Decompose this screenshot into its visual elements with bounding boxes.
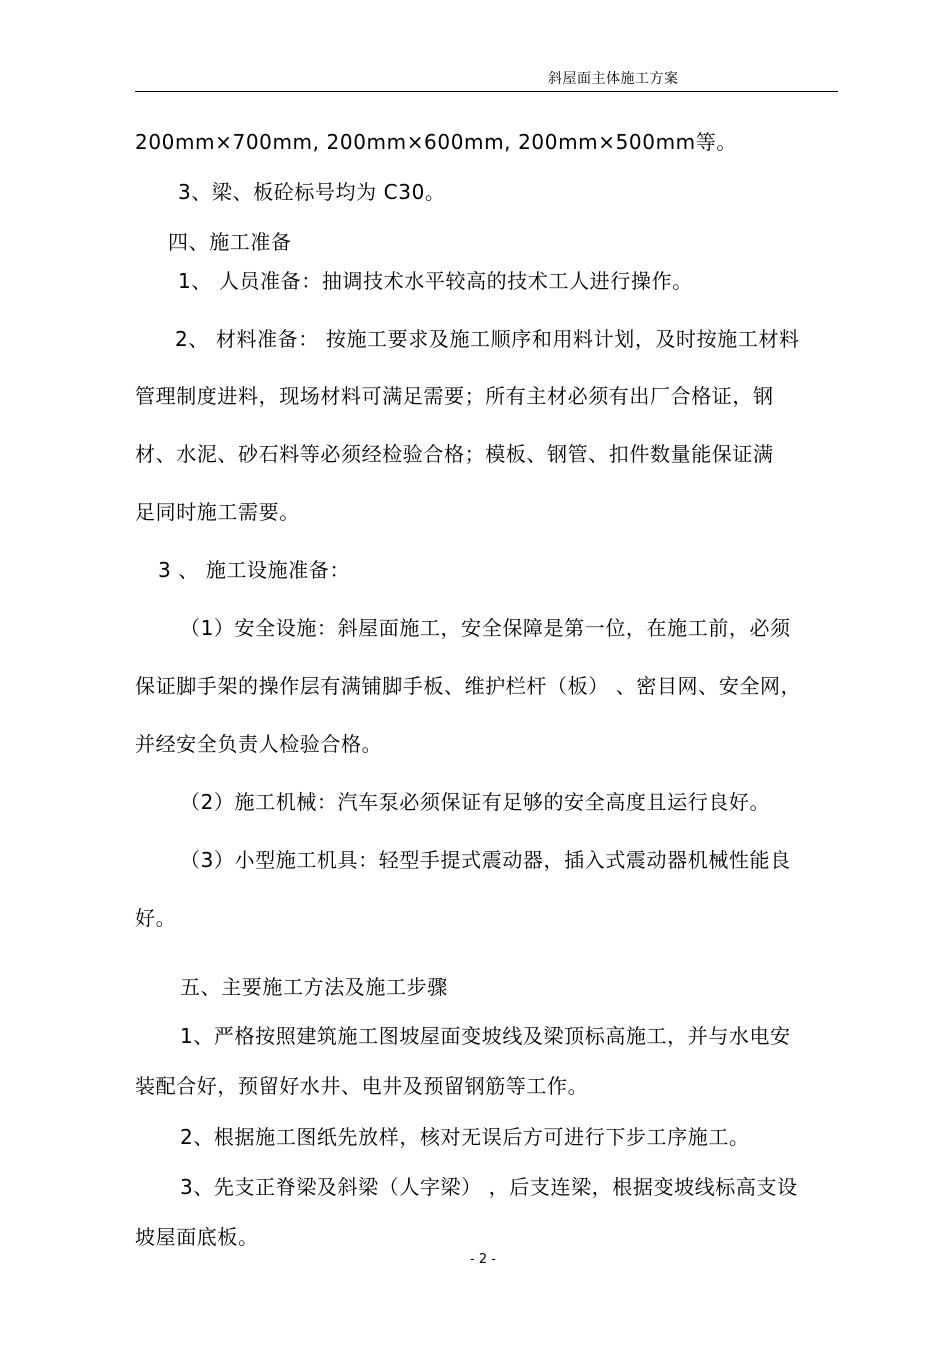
text-line: （3）小型施工机具：轻型手提式震动器，插入式震动器机械性能良 — [180, 848, 791, 872]
page-number: - 2 - — [470, 1252, 496, 1267]
text-line: 3、先支正脊梁及斜梁（人字梁） ，后支连梁，根据变坡线标高支设 — [180, 1175, 798, 1199]
section-heading: 四、施工准备 — [168, 230, 292, 254]
text-line: 2、 材料准备： 按施工要求及施工顺序和用料计划，及时按施工材料 — [175, 327, 800, 351]
text-line: 好。 — [135, 906, 177, 930]
text-line: 1、 人员准备：抽调技术水平较高的技术工人进行操作。 — [178, 269, 693, 293]
text-line: 材、水泥、砂石料等必须经检验合格；模板、钢管、扣件数量能保证满 — [135, 442, 774, 466]
text-line: （1）安全设施：斜屋面施工，安全保障是第一位，在施工前，必须 — [180, 616, 791, 640]
text-line: 2、根据施工图纸先放样，核对无误后方可进行下步工序施工。 — [180, 1125, 750, 1149]
text-line: 并经安全负责人检验合格。 — [135, 732, 383, 756]
text-line: 1、严格按照建筑施工图坡屋面变坡线及梁顶标高施工，并与水电安 — [180, 1024, 791, 1048]
text-line: 坡屋面底板。 — [135, 1225, 259, 1249]
page-header-title: 斜屋面主体施工方案 — [548, 71, 679, 87]
text-line: 200mm×700mm, 200mm×600mm, 200mm×500mm等。 — [135, 130, 737, 154]
text-line: 3、梁、板砼标号均为 C30。 — [178, 180, 446, 204]
text-line: （2）施工机械：汽车泵必须保证有足够的安全高度且运行良好。 — [180, 790, 771, 814]
section-heading: 五、主要施工方法及施工步骤 — [180, 975, 448, 999]
text-line: 足同时施工需要。 — [135, 500, 300, 524]
text-line: 装配合好，预留好水井、电井及预留钢筋等工作。 — [135, 1074, 589, 1098]
text-line: 保证脚手架的操作层有满铺脚手板、维护栏杆（板） 、密目网、安全网， — [135, 674, 802, 698]
text-line: 管理制度进料，现场材料可满足需要；所有主材必须有出厂合格证，钢 — [135, 384, 774, 408]
header-rule — [135, 91, 838, 92]
text-line: 3 、 施工设施准备： — [158, 558, 351, 582]
